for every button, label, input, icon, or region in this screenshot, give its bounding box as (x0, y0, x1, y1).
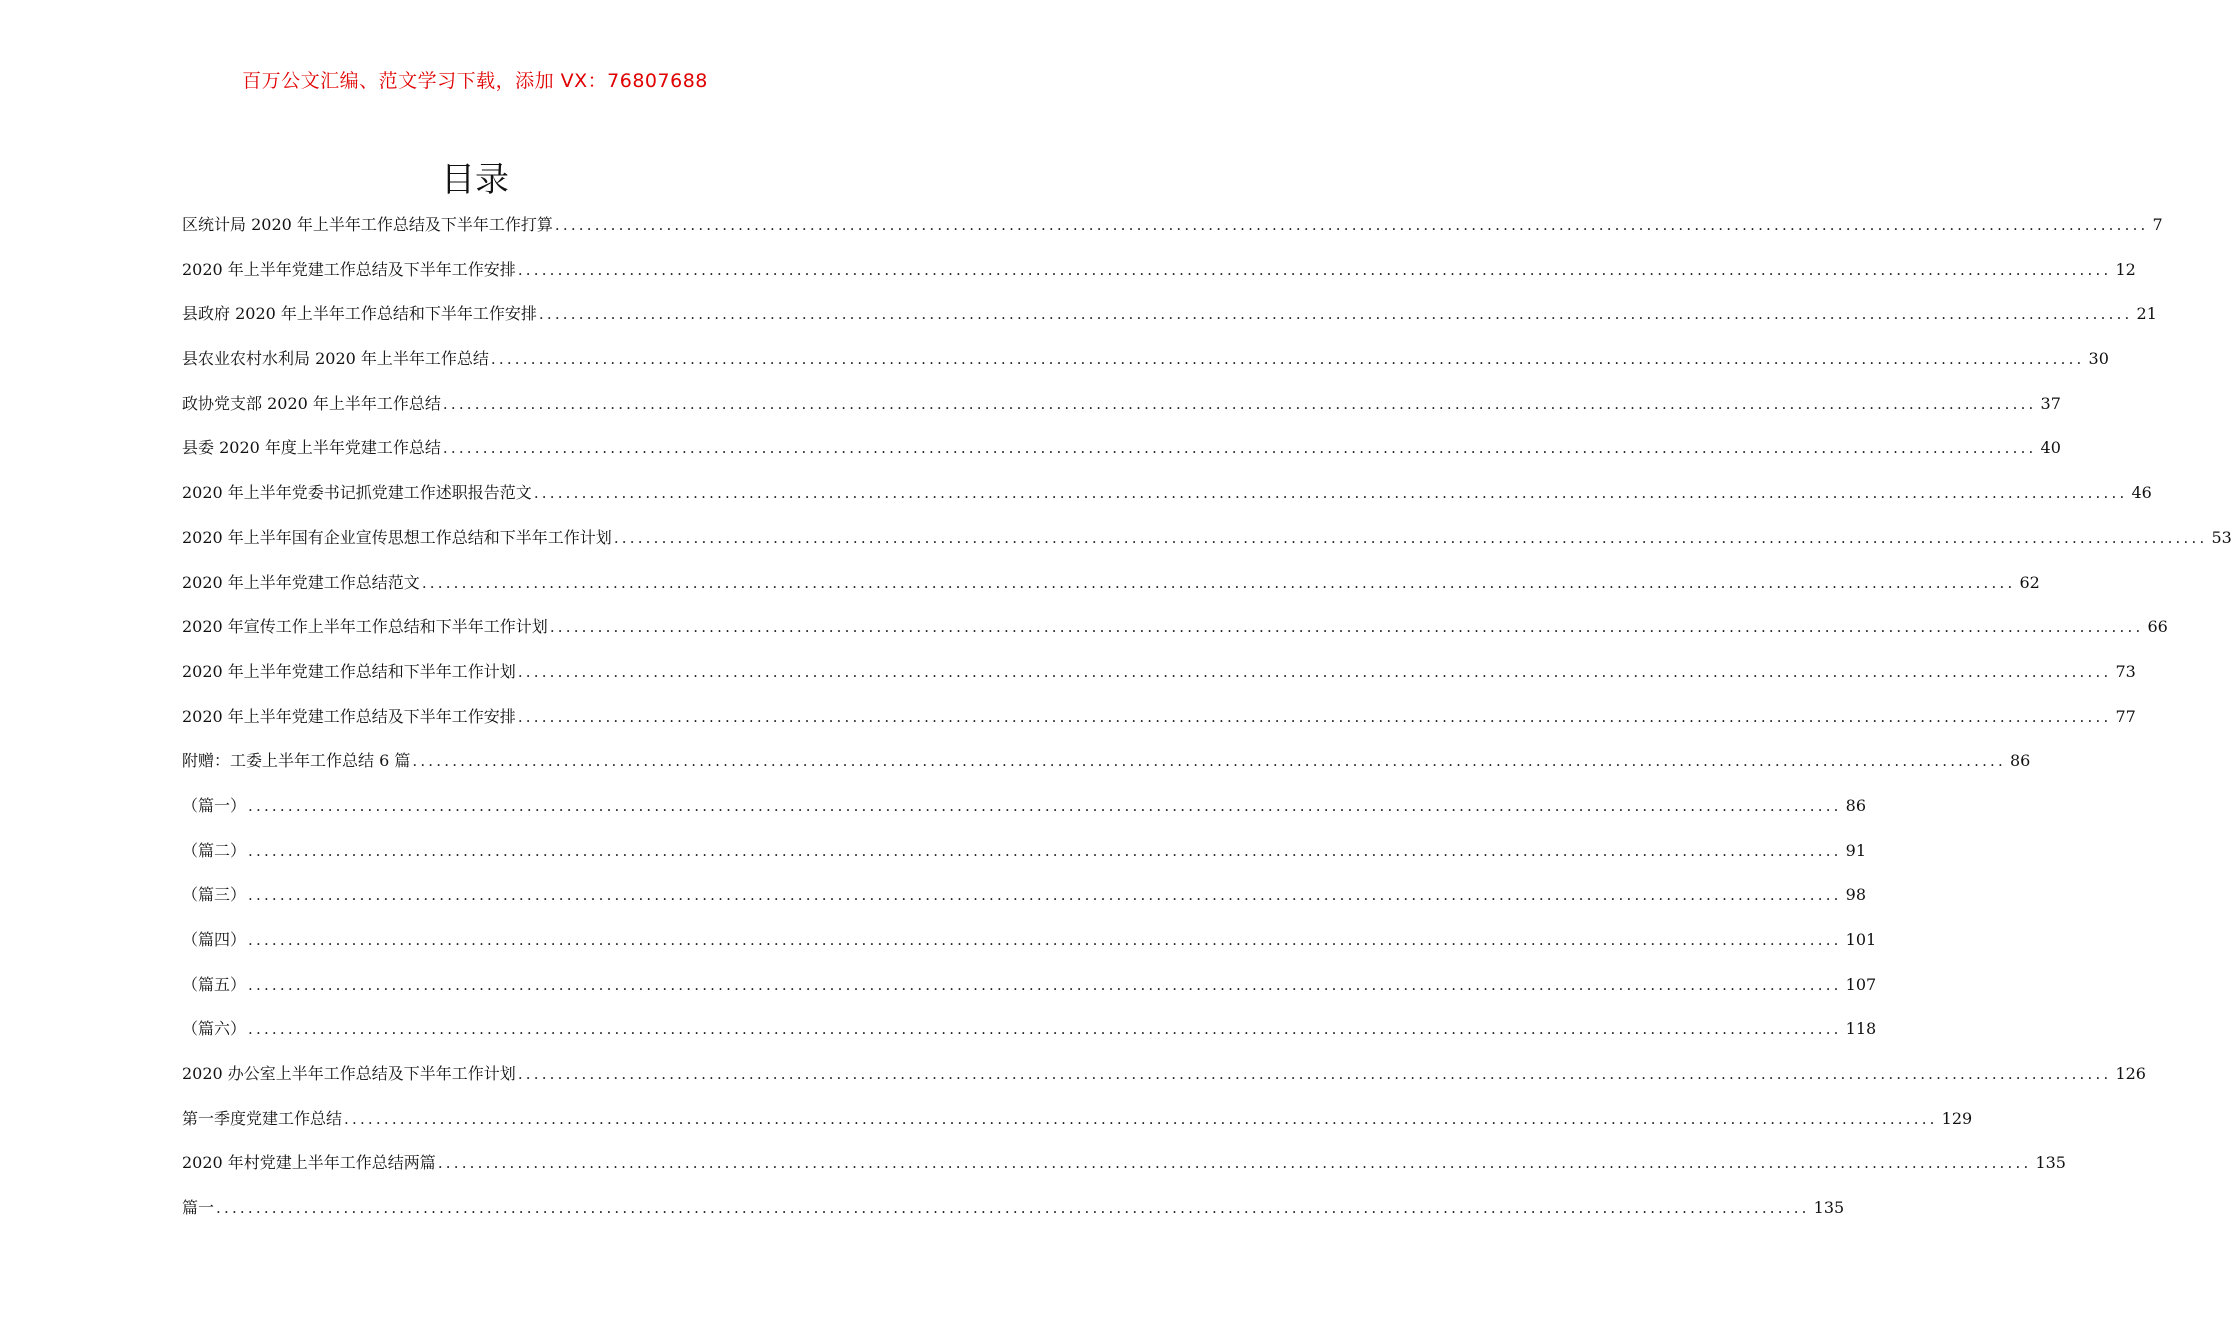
toc-entry[interactable] (182, 697, 2136, 742)
header-banner: 百万公文汇编、范文学习下载，添加 VX：76807688 (242, 70, 708, 92)
toc-entry-page: 66 (2147, 617, 2168, 637)
toc-entry-title: 附赠：工委上半年工作总结 6 篇 (182, 751, 411, 771)
toc-entry-page: 77 (2115, 706, 2136, 726)
toc-leader-dots: ........................................................................................................................................................................................................ (538, 305, 2133, 324)
toc-entry[interactable] (182, 875, 1866, 920)
toc-entry[interactable] (182, 205, 2163, 250)
toc-entry-page: 129 (1941, 1108, 1973, 1128)
table-of-contents (182, 205, 2232, 1233)
toc-entry[interactable] (182, 920, 1877, 965)
toc-entry-page: 107 (1845, 974, 1877, 994)
toc-leader-dots: ........................................................................................................................................................................................................ (549, 618, 2144, 637)
toc-entry[interactable] (182, 250, 2136, 295)
toc-leader-dots: ........................................................................................................................................................................................................ (412, 752, 2006, 771)
toc-entry-page: 135 (1813, 1198, 1845, 1218)
toc-leader-dots: ........................................................................................................................................................................................................ (437, 1154, 2032, 1173)
toc-entry-page: 86 (1845, 795, 1866, 815)
toc-entry-title: 2020 年上半年国有企业宣传思想工作总结和下半年工作计划 (182, 527, 612, 547)
toc-entry-page: 21 (2136, 304, 2157, 324)
toc-entry-title: 县农业农村水利局 2020 年上半年工作总结 (182, 349, 489, 369)
toc-entry-page: 46 (2131, 483, 2152, 503)
toc-entry[interactable] (182, 473, 2152, 518)
toc-leader-dots: ........................................................................................................................................................................................................ (344, 1109, 1938, 1128)
toc-leader-dots: ........................................................................................................................................................................................................ (216, 1199, 1810, 1218)
toc-entry-title: 2020 年上半年党委书记抓党建工作述职报告范文 (182, 483, 532, 503)
toc-entry[interactable] (182, 741, 2031, 786)
toc-entry-title: 第一季度党建工作总结 (182, 1108, 343, 1128)
toc-entry[interactable] (182, 339, 2109, 384)
toc-entry-page: 12 (2115, 259, 2136, 279)
toc-leader-dots: ........................................................................................................................................................................................................ (248, 886, 1842, 905)
toc-leader-dots: ........................................................................................................................................................................................................ (248, 796, 1842, 815)
toc-leader-dots: ........................................................................................................................................................................................................ (248, 931, 1842, 949)
toc-leader-dots: ........................................................................................................................................................................................................ (490, 350, 2085, 369)
toc-entry-page: 126 (2115, 1064, 2146, 1084)
toc-entry-title: 2020 年上半年党建工作总结及下半年工作安排 (182, 259, 516, 279)
toc-entry[interactable] (182, 1188, 1845, 1233)
toc-entry[interactable] (182, 428, 2061, 473)
toc-entry[interactable] (182, 965, 1877, 1010)
toc-entry-page: 98 (1845, 885, 1866, 905)
toc-entry-page: 73 (2115, 661, 2136, 681)
toc-entry[interactable] (182, 1009, 1877, 1054)
toc-entry-title: 县政府 2020 年上半年工作总结和下半年工作安排 (182, 304, 537, 324)
toc-entry-page: 86 (2009, 751, 2031, 771)
toc-entry-title: 县委 2020 年度上半年党建工作总结 (182, 438, 441, 458)
toc-entry[interactable] (182, 384, 2061, 429)
toc-leader-dots: ........................................................................................................................................................................................................ (517, 1065, 2112, 1084)
toc-leader-dots: ........................................................................................................................................................................................................ (421, 573, 2016, 592)
toc-entry-page: 7 (2152, 215, 2163, 234)
toc-entry-page: 91 (1845, 840, 1866, 860)
toc-leader-dots: ........................................................................................................................................................................................................ (248, 841, 1842, 860)
toc-entry-page: 53 (2211, 527, 2232, 547)
toc-entry[interactable] (182, 1099, 1973, 1144)
toc-entry-title: （篇六） (182, 1019, 247, 1039)
toc-entry[interactable] (182, 607, 2168, 652)
toc-entry-title: 2020 年上半年党建工作总结和下半年工作计划 (182, 661, 516, 681)
toc-entry[interactable] (182, 518, 2232, 563)
toc-entry-page: 101 (1845, 930, 1877, 949)
toc-leader-dots: ........................................................................................................................................................................................................ (533, 484, 2128, 503)
toc-entry-title: 区统计局 2020 年上半年工作总结及下半年工作打算 (182, 215, 553, 234)
toc-leader-dots: ........................................................................................................................................................................................................ (248, 1020, 1842, 1039)
toc-leader-dots: ........................................................................................................................................................................................................ (613, 528, 2208, 547)
toc-entry-page: 30 (2088, 349, 2109, 369)
toc-entry-page: 37 (2040, 393, 2061, 413)
toc-leader-dots: ........................................................................................................................................................................................................ (248, 975, 1842, 994)
toc-entry-title: 2020 办公室上半年工作总结及下半年工作计划 (182, 1064, 516, 1084)
toc-entry-title: 2020 年宣传工作上半年工作总结和下半年工作计划 (182, 617, 548, 637)
toc-entry-title: （篇三） (182, 885, 247, 905)
toc-leader-dots: ........................................................................................................................................................................................................ (517, 707, 2112, 726)
toc-leader-dots: ........................................................................................................................................................................................................ (554, 216, 2149, 234)
toc-entry-page: 135 (2035, 1153, 2066, 1173)
toc-entry[interactable] (182, 563, 2040, 608)
toc-entry-page: 118 (1845, 1019, 1877, 1039)
toc-leader-dots: ........................................................................................................................................................................................................ (442, 394, 2037, 413)
toc-entry[interactable] (182, 831, 1866, 876)
page-title: 目录 (441, 160, 509, 200)
toc-entry-title: 政协党支部 2020 年上半年工作总结 (182, 393, 441, 413)
toc-entry-title: （篇五） (182, 974, 247, 994)
toc-entry-title: （篇一） (182, 795, 247, 815)
toc-entry-page: 40 (2040, 438, 2061, 458)
toc-entry-title: （篇二） (182, 840, 247, 860)
toc-leader-dots: ........................................................................................................................................................................................................ (517, 260, 2112, 279)
toc-entry[interactable] (182, 786, 1866, 831)
toc-entry[interactable] (182, 294, 2157, 339)
toc-leader-dots: ........................................................................................................................................................................................................ (442, 439, 2037, 458)
toc-entry-title: 2020 年村党建上半年工作总结两篇 (182, 1153, 436, 1173)
toc-entry-title: （篇四） (182, 930, 247, 949)
toc-entry[interactable] (182, 1054, 2146, 1099)
toc-entry-title: 2020 年上半年党建工作总结及下半年工作安排 (182, 706, 516, 726)
toc-leader-dots: ........................................................................................................................................................................................................ (517, 662, 2112, 681)
toc-entry[interactable] (182, 1143, 2066, 1188)
toc-entry-page: 62 (2019, 572, 2040, 592)
toc-entry-title: 2020 年上半年党建工作总结范文 (182, 572, 420, 592)
toc-entry-title: 篇一 (182, 1198, 215, 1218)
toc-entry[interactable] (182, 652, 2136, 697)
